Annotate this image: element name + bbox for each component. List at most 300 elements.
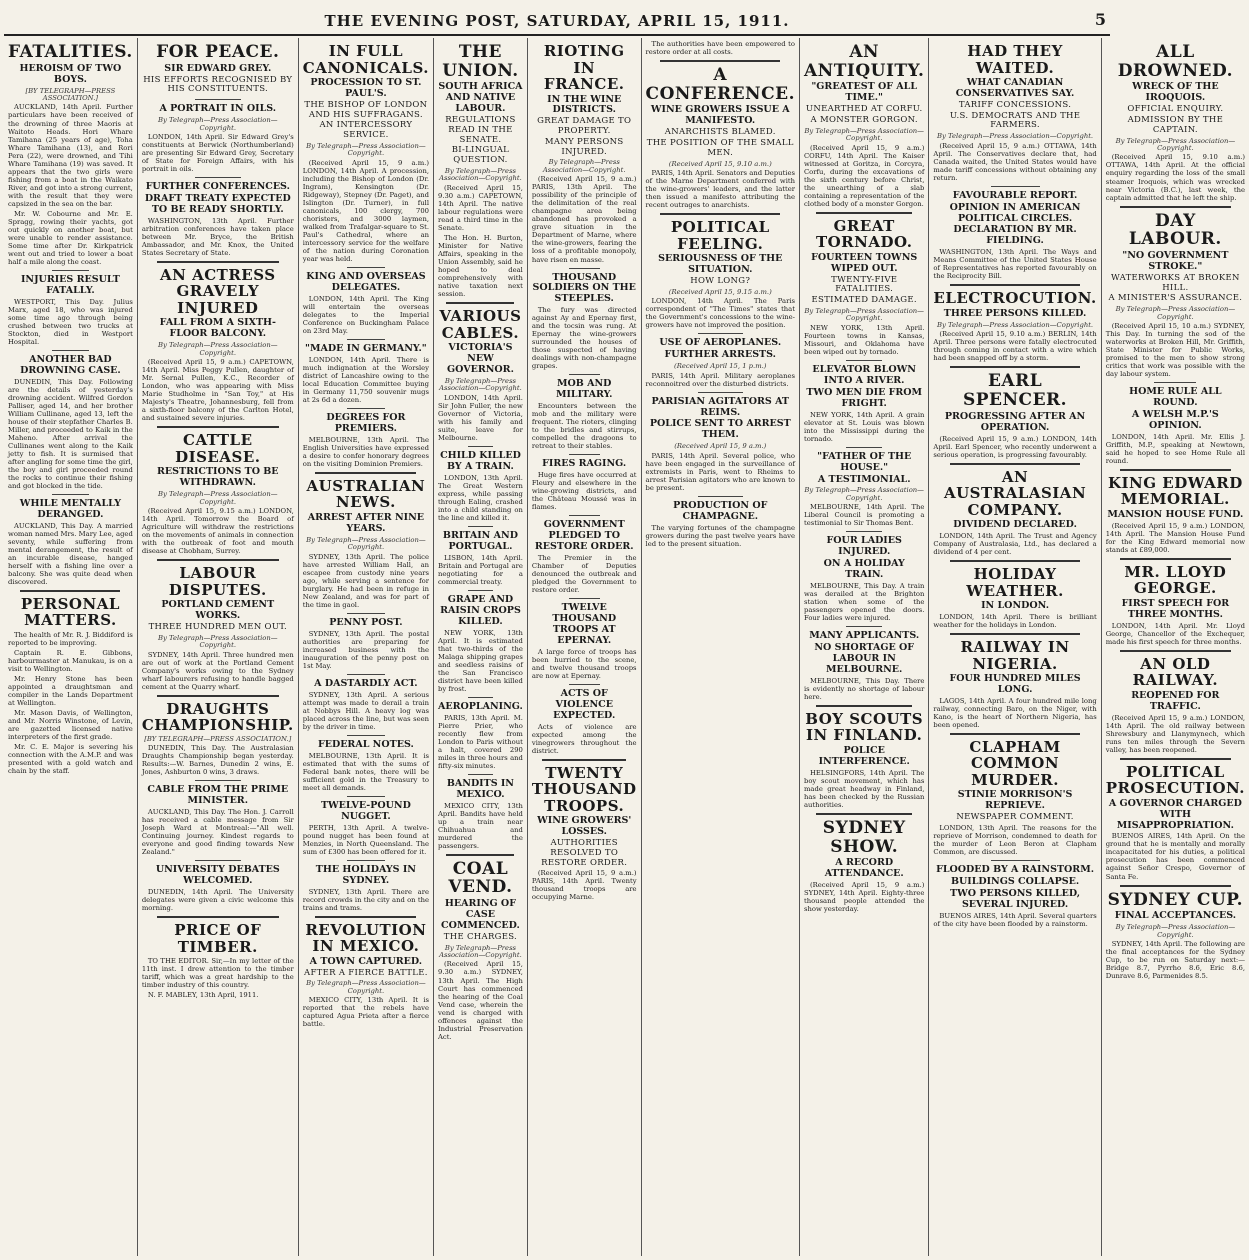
article-divider xyxy=(991,186,1040,187)
article-subheading: RESTRICTIONS TO BE WITHDRAWN. xyxy=(157,466,279,489)
article xyxy=(142,104,294,173)
article-paragraph: MELBOURNE, 13th April. The English Universities have expressed a desire to confer honorary degrees on the visiting Dominion Premiers. xyxy=(302,435,429,468)
article-headline: GREAT TORNADO. xyxy=(815,216,913,252)
article-subheading: VICTORIA'S NEW GOVERNOR. xyxy=(446,342,514,375)
article-divider xyxy=(1120,885,1231,887)
wire-credit: By Telegraph—Press Association—Copyright. xyxy=(158,116,278,132)
column-4 xyxy=(434,38,528,1256)
article-subheading: DIVIDEND DECLARED. xyxy=(953,519,1077,531)
column-8 xyxy=(929,38,1101,1256)
article-paragraph: Mr. Mason Davis, of Wellington, and Mr. Norris Winstone, of Levin, are gazetted licensed native interpreters of the first grade. xyxy=(8,708,133,741)
article-subheading: HEARING OF CASE COMMENCED. xyxy=(441,898,520,931)
article-paragraph: BUENOS AIRES, 14th April. On the ground that he is mentally and morally incapacitated for his duties, a political prosecution has been commenced against Señor Crespo, Governor of Santa Fe. xyxy=(1105,832,1246,881)
article-paragraph: (Received April 15, 9 a.m.) LONDON, 14th April. A procession, including the Bishop of London (Dr. Ingram), Kensington (Dr. Ridgeway), Stepney (Dr. Paget), and Islington (Dr. Turner), in full canonicals, 100 clergy, 700 choristers, and 3000 laymen, walked from Trafalgar-square to St. Paul's Cathedral, where an intercessory service for the welfare of the nation during Coronation year was held. xyxy=(302,158,429,264)
article xyxy=(532,273,637,371)
article-divider xyxy=(950,560,1081,562)
article xyxy=(532,603,637,680)
article-paragraph: TO THE EDITOR. Sir,—In my letter of the 11th inst. I drew attention to the timber tariff, which was a great hardship to the timber industry of this country. xyxy=(141,957,294,990)
article-divider xyxy=(468,446,493,447)
article-paragraph: (Received April 15, 9.15 a.m.) LONDON, 14th April. Tomorrow the Board of Agriculture will withdraw the restrictions on the movements of animals in connection with the outbreak of foot and mouth disease at Chobham, Surrey. xyxy=(141,507,294,556)
article-divider xyxy=(347,267,385,268)
article xyxy=(1106,475,1245,554)
article-headline: KING EDWARD MEMORIAL. xyxy=(1107,473,1243,509)
article-paragraph: Mr. W. Cobourne and Mr. E. Spragg, rowing their yachts, got out quickly on another boat, but were unable to render assistance. Some time after Dr. Kirkpatrick went out and tried to lower a boat half a mile along the coast. xyxy=(8,209,133,266)
article-headline: TWENTY THOUSAND TROOPS. xyxy=(531,763,637,815)
article-subheading: THE HOLIDAYS IN SYDNEY. xyxy=(315,863,416,886)
article-divider xyxy=(1154,382,1196,383)
article-paragraph: LAGOS, 14th April. A four hundred mile long railway, connecting Baro, on the Niger, with Kano, is the heart of Northern Nigeria, has been opened. xyxy=(933,696,1097,729)
article-paragraph: LISBON, 14th April. Britain and Portugal are negotiating for a commercial treaty. xyxy=(438,553,523,586)
article-headline: VARIOUS CABLES. xyxy=(439,307,522,342)
article-divider xyxy=(446,854,514,856)
article-divider xyxy=(468,526,493,527)
wire-credit: By Telegraph—Press Association—Copyright. xyxy=(804,486,924,502)
article-paragraph: (Received April 15, 9 a.m.) OTTAWA, 14th April. The Conservatives declare that, had Canada waited, the United States would have made tariff concessions without obtaining any return. xyxy=(933,141,1097,182)
article-divider xyxy=(347,796,385,797)
article-subheading: FIRES RAGING. xyxy=(542,458,627,470)
article-divider xyxy=(347,674,385,675)
article-subheading: REGULATIONS READ IN THE SENATE. xyxy=(445,115,516,145)
article-divider xyxy=(52,350,89,351)
article-subheading: FOUR LADIES INJURED. xyxy=(826,535,902,558)
article xyxy=(8,275,133,346)
article-paragraph: AUCKLAND, This Day. A married woman named Mrs. Mary Lee, aged seventy, while suffering from mental derangement, the result of an incurable disease, hanged herself with a fishing line over a balcony. She was quite dead when discovered. xyxy=(8,521,133,586)
article xyxy=(646,66,795,209)
article-subheading: AUTHORITIES RESOLVED TO RESTORE ORDER. xyxy=(541,838,628,868)
article-paragraph: PERTH, 13th April. A twelve-pound nugget has been found at Menzies, in North Queensland. The sum of £300 has been offered for it. xyxy=(302,823,429,856)
article xyxy=(532,520,637,594)
article xyxy=(303,413,429,468)
article xyxy=(804,819,924,913)
article-subheading: "NO GOVERNMENT STROKE." xyxy=(1122,249,1229,272)
article-subheading: FAVOURABLE REPORT. xyxy=(952,189,1078,201)
article-divider xyxy=(195,177,241,178)
article-divider xyxy=(846,626,882,627)
article-subheading: A MINISTER'S ASSURANCE. xyxy=(1108,293,1243,304)
article xyxy=(933,43,1096,182)
article-divider xyxy=(347,613,385,614)
article-paragraph: (Received April 15, 9 a.m.) LONDON, 14th April. The Mansion House Fund for the King Edward memorial now stands at £89,000. xyxy=(1105,521,1246,554)
article-subheading: OPINION IN AMERICAN POLITICAL CIRCLES. xyxy=(949,201,1081,224)
wire-credit: By Telegraph—Press Association—Copyright. xyxy=(439,376,522,393)
article xyxy=(142,865,294,912)
article-paragraph: SYDNEY, 13th April. A serious attempt was made to derail a train at Nobbys Hill. A heavy log was placed across the line, but was seen by the driver in time. xyxy=(302,690,429,731)
article-subheading: STINIE MORRISON'S REPRIEVE. xyxy=(957,789,1073,812)
article-paragraph: (Received April 15, 9 a.m.) CORFU, 14th April. The Kaiser witnessed at Goritza, in Corcyra, Corfu, during the excavations of the sixth century before Christ, the unearthing of a slab containing a representation of the clothed body of a monster Gorgon. xyxy=(803,143,925,208)
article-headline: DAY LABOUR. xyxy=(1128,210,1222,250)
article-divider xyxy=(195,860,241,861)
article-subheading: FIRST SPEECH FOR THREE MONTHS. xyxy=(1121,597,1230,620)
article-divider xyxy=(1120,650,1231,652)
article-paragraph: LONDON, 14th April. Mr. Lloyd George, Chancellor of the Exchequer, made his first speech for three months. xyxy=(1105,621,1246,646)
article-subheading: THE BISHOP OF LONDON AND HIS SUFFRAGANS. xyxy=(304,99,428,120)
article-paragraph: LONDON, 14th April. The Paris correspondent of "The Times" states that the Government's concessions to the wine-growers have not improved the position. xyxy=(645,297,795,330)
article-subheading: FEDERAL NOTES. xyxy=(317,738,414,750)
article-subheading: A TESTIMONIAL. xyxy=(817,473,911,485)
article-paragraph: SYDNEY, 14th April. The following are the final acceptances for the Sydney Cup, to be run on Saturday next:—Bridge 8.7, Pyrrho 8.6, Eric 8.6, Dunrave 8.6, Parmenides 8.5. xyxy=(1105,940,1246,981)
article-paragraph: MELBOURNE, This Day. A train was derailed at the Brighton station when some of the passengers opened the doors. Four ladies were injured. xyxy=(803,582,925,623)
article-divider xyxy=(20,590,120,592)
wire-credit: By Telegraph—Press Association—Copyright. xyxy=(439,943,522,959)
article-divider xyxy=(569,684,600,685)
article-subheading: IN LONDON. xyxy=(981,600,1050,612)
article xyxy=(303,865,429,912)
article-paragraph: The authorities have been empowered to restore order at all costs. xyxy=(645,40,795,57)
article-divider xyxy=(52,270,89,271)
article-subheading: TWELVE THOUSAND TROOPS AT EPERNAY. xyxy=(552,602,617,646)
article xyxy=(1106,764,1245,881)
article-headline: ALL DROWNED. xyxy=(1117,42,1234,81)
article xyxy=(142,785,294,856)
article xyxy=(142,701,294,777)
article xyxy=(8,355,133,490)
wire-credit: By Telegraph—Press Association—Copyright. xyxy=(306,535,426,552)
article xyxy=(933,372,1096,458)
article-paragraph: LONDON, 14th April. Sir John Fuller, the new Governor of Victoria, with his family and suite, leave for Melbourne. xyxy=(438,393,523,442)
article xyxy=(933,566,1096,629)
article-divider xyxy=(569,515,600,516)
article-paragraph: (Received April 15, 9.10 a.m.) OTTAWA, 14th April. At the official enquiry regarding the loss of the small steamer Iroquois, which was wrecked near Victoria (B.C.), last week, the captain admitted that he left the ship. xyxy=(1105,153,1246,202)
article-divider xyxy=(569,268,600,269)
article-paragraph: NEW YORK, 13th April. It is estimated that two-thirds of the Malaga shipping grapes and seedless raisins of the San Francisco district have been killed by frost. xyxy=(438,628,523,693)
article-divider xyxy=(347,860,385,861)
article-subheading: TARIFF CONCESSIONS. xyxy=(958,99,1072,110)
article-subheading: DEGREES FOR PREMIERS. xyxy=(326,411,406,434)
column-5 xyxy=(528,38,642,1256)
article-paragraph: MELBOURNE, 13th April. It is estimated that with the sums of Federal bank notes, there will be sufficient gold in the Treasury to meet all demands. xyxy=(302,751,429,792)
article xyxy=(303,478,429,609)
article-divider xyxy=(542,759,626,761)
article xyxy=(532,379,637,450)
article xyxy=(804,43,924,208)
article-subheading: NEWSPAPER COMMENT. xyxy=(956,812,1074,823)
column-3 xyxy=(299,38,434,1256)
article-subheading: TWO PERSONS KILLED, SEVERAL INJURED. xyxy=(950,887,1081,910)
article xyxy=(303,679,429,731)
article-paragraph: SYDNEY, 13th April. The postal authorities are preparing for increased business with the inauguration of the penny post on 1st May. xyxy=(302,629,429,670)
wire-credit: By Telegraph—Press Association—Copyright. xyxy=(158,490,278,506)
article-divider xyxy=(1120,469,1231,471)
article-divider xyxy=(446,302,514,304)
article-headline: AN ACTRESS GRAVELY INJURED xyxy=(160,265,276,317)
article-divider xyxy=(846,531,882,532)
article-paragraph: WESTPORT, This Day. Julius Marx, aged 18, who was injured some time ago through being crushed between two trucks at Stockton, died in Westport Hospital. xyxy=(8,297,133,346)
article-headline: SYDNEY SHOW. xyxy=(822,817,906,857)
article xyxy=(438,595,523,693)
article-subheading: PRODUCTION OF CHAMPAGNE. xyxy=(673,499,768,522)
article-subheading: MANSION HOUSE FUND. xyxy=(1107,508,1244,520)
article xyxy=(142,432,294,555)
article-headline: AN OLD RAILWAY. xyxy=(1132,654,1219,690)
article-paragraph: (Received April 15, 9 a.m.) SYDNEY, 14th April. Eighty-three thousand people attended the show yesterday. xyxy=(803,881,925,914)
column-1 xyxy=(4,38,138,1256)
article-paragraph: The Premier in the Chamber of Deputies denounced the outbreak and pledged the Government to restore order. xyxy=(531,554,637,595)
article-headline: REVOLUTION IN MEXICO. xyxy=(305,920,427,956)
article-paragraph: Mr. C. E. Major is severing his connection with the A.M.P. and was presented with a gold watch and chain by the staff. xyxy=(8,742,133,775)
article-subheading: FURTHER CONFERENCES. xyxy=(145,181,290,193)
column-7 xyxy=(800,38,929,1256)
article-subheading: KING AND OVERSEAS DELEGATES. xyxy=(306,271,426,293)
article-subheading: PROCESSION TO ST. PAUL'S. xyxy=(310,77,422,99)
article-paragraph: Huge fires have occurred at Fleury and elsewhere in the wine-growing districts, and the Château Moussé was in flames. xyxy=(531,471,637,512)
article xyxy=(1106,891,1245,981)
article-headline: IN FULL CANONICALS. xyxy=(302,42,429,77)
article-headline: ELECTROCUTION. xyxy=(933,289,1097,308)
article-subheading: A RECORD ATTENDANCE. xyxy=(824,857,904,880)
article-headline: AN ANTIQUITY. xyxy=(803,42,925,81)
article-headline: HOLIDAY WEATHER. xyxy=(966,565,1064,600)
article xyxy=(933,290,1096,362)
article-subheading: A PORTRAIT IN OILS. xyxy=(159,103,277,115)
article-subheading: PROGRESSING AFTER AN OPERATION. xyxy=(944,410,1086,433)
article-subheading: WHILE MENTALLY DERANGED. xyxy=(19,497,122,520)
article-subheading: POLICE SENT TO ARREST THEM. xyxy=(649,418,791,441)
article-divider xyxy=(315,472,416,474)
article-subheading: INJURIES RESULT FATALLY. xyxy=(20,273,120,296)
article-paragraph: WASHINGTON, 13th April. The Ways and Means Committee of the United States House of Representatives has reported favourably on the Reciprocity Bill. xyxy=(933,248,1097,281)
article-headline: PERSONAL MATTERS. xyxy=(20,594,120,630)
article-paragraph: PARIS, 14th April. Military aeroplanes reconnoitred over the disturbed districts. xyxy=(645,371,795,388)
article-paragraph: LONDON, 14th April. There is much indignation at the Worsley district of Lancashire owing to the local Education Committee buying in Germany 11,750 souvenir mugs at 2s 6d a dozen. xyxy=(302,355,429,404)
article-subheading: "MADE IN GERMANY." xyxy=(305,342,427,354)
article-headline: PRICE OF TIMBER. xyxy=(174,921,262,956)
article-subheading: FLOODED BY A RAINSTORM. xyxy=(936,864,1095,876)
wire-credit: (Received April 15, 1 p.m.) xyxy=(674,362,767,371)
article xyxy=(933,865,1096,928)
article-subheading: THREE HUNDRED MEN OUT. xyxy=(148,622,288,633)
article xyxy=(303,801,429,856)
article-divider xyxy=(1120,206,1231,208)
article-paragraph: LONDON, 14th April. There is brilliant weather for the holidays in London. xyxy=(933,612,1097,629)
article-divider xyxy=(195,780,241,781)
article-paragraph: AUCKLAND, This Day. The Hon. J. Carroll has received a cable message from Sir Joseph Ward at Montreal:—"All well. Continuing journey. Kindest regards to everyone and good finding towards New Zealand." xyxy=(141,808,294,857)
article-divider xyxy=(195,99,241,100)
article-divider xyxy=(468,697,493,698)
article xyxy=(8,43,133,266)
article-headline: RAILWAY IN NIGERIA. xyxy=(960,638,1070,673)
article-paragraph: SYDNEY, 13th April. The police have arrested William Hall, an escapee from custody nine years ago, while serving a sentence for burglary. He had been in refuge in New Zealand, and was for part of the time in gaol. xyxy=(302,552,429,609)
article-headline: CATTLE DISEASE. xyxy=(175,431,261,466)
article-headline: COAL VEND. xyxy=(448,858,513,898)
article-subheading: ELEVATOR BLOWN INTO A RIVER. xyxy=(812,363,916,386)
article xyxy=(142,43,294,95)
article-subheading: BANDITS IN MEXICO. xyxy=(446,777,514,800)
article-subheading: PENNY POST. xyxy=(329,616,403,628)
article-subheading: AFTER A FIERCE BATTLE. xyxy=(304,967,428,978)
article-divider xyxy=(816,705,912,707)
article-subheading: GRAPE AND RAISIN CROPS KILLED. xyxy=(440,593,521,627)
article-subheading: ACTS OF VIOLENCE EXPECTED. xyxy=(553,687,616,721)
wire-credit: By Telegraph—Press Association—Copyright. xyxy=(804,126,924,143)
article-headline: POLITICAL PROSECUTION. xyxy=(1105,762,1246,798)
article-subheading: FINAL ACCEPTANCES. xyxy=(1114,910,1237,922)
wire-credit: By Telegraph—Press Association—Copyright. xyxy=(937,132,1094,141)
article-subheading: PORTLAND CEMENT WORKS. xyxy=(161,599,275,622)
article-headline: A CONFERENCE. xyxy=(645,65,795,104)
article-subheading: UNEARTHED AT CORFU. xyxy=(805,104,923,115)
article-subheading: ON A HOLIDAY TRAIN. xyxy=(823,558,905,581)
article xyxy=(303,344,429,404)
wire-credit: (Received April 15, 9.10 a.m.) xyxy=(668,159,772,168)
article-paragraph: The varying fortunes of the champagne growers during the past twelve years have led to the present situation. xyxy=(645,523,795,548)
article xyxy=(532,689,637,755)
article-headline: AUSTRALIAN NEWS. xyxy=(306,476,426,512)
article-subheading: WATERWORKS AT BROKEN HILL. xyxy=(1111,272,1240,293)
wire-credit: By Telegraph—Press Association—Copyright. xyxy=(1115,923,1236,939)
article-subheading: MANY APPLICANTS. xyxy=(809,630,920,642)
article xyxy=(532,459,637,511)
article-headline: POLITICAL FEELING. xyxy=(670,218,770,253)
article-paragraph: N. F. MABLEY, 13th April, 1911. xyxy=(147,991,259,1000)
article-divider xyxy=(157,426,279,428)
article-subheading: THOUSAND SOLDIERS ON THE STEEPLES. xyxy=(532,271,636,305)
article xyxy=(142,922,294,999)
article-headline: AN AUSTRALASIAN COMPANY. xyxy=(943,467,1087,519)
article-subheading: TWO MEN DIE FROM FRIGHT. xyxy=(806,386,923,409)
article-divider xyxy=(468,774,493,775)
wire-credit: By Telegraph—Press Association—Copyright. xyxy=(158,633,278,650)
article xyxy=(438,451,523,522)
wire-credit: By Telegraph—Press Association—Copyright. xyxy=(158,341,278,357)
article xyxy=(804,631,924,701)
article-subheading: MANY PERSONS INJURED. xyxy=(544,136,624,157)
article-headline: MR. LLOYD GEORGE. xyxy=(1124,562,1227,598)
article-headline: SYDNEY CUP. xyxy=(1107,889,1244,910)
article-subheading: A GOVERNOR CHARGED WITH MISAPPROPRIATION. xyxy=(1108,797,1242,831)
article-divider xyxy=(698,496,743,497)
article xyxy=(438,308,523,442)
article-paragraph: LONDON, 14th April. Mr. Ellis J. Griffith, M.P., speaking at Newtown, said he hoped to see Home Rule all round. xyxy=(1105,432,1246,465)
article-headline: LABOUR DISPUTES. xyxy=(168,564,267,599)
article-subheading: WINE GROWERS' LOSSES. xyxy=(537,815,632,838)
article xyxy=(804,452,924,528)
column-2 xyxy=(138,38,299,1256)
article-subheading: WHAT CANADIAN CONSERVATIVES SAY. xyxy=(955,77,1075,99)
article-divider xyxy=(1120,758,1231,760)
article-subheading: IN THE WINE DISTRICTS. xyxy=(547,93,622,116)
article-paragraph: (Received April 15, 9 a.m.) LONDON, 14th April. The old railway between Shrewsbury and Llanymynech, which runs ten miles through the Severn valley, has been reopened. xyxy=(1105,713,1246,754)
article-subheading: TWENTY-FIVE FATALITIES. xyxy=(831,274,898,295)
article-subheading: ARREST AFTER NINE YEARS. xyxy=(307,511,425,534)
article-divider xyxy=(846,447,882,448)
article xyxy=(646,40,795,56)
article xyxy=(1106,656,1245,754)
article-divider xyxy=(698,392,743,393)
article-subheading: NO SHORTAGE OF LABOUR IN MELBOURNE. xyxy=(814,642,915,675)
article-subheading: A WELSH M.P.'S OPINION. xyxy=(1131,408,1219,431)
article-subheading: SERIOUSNESS OF THE SITUATION. xyxy=(658,253,783,276)
article-subheading: HEROISM OF TWO BOYS. xyxy=(19,62,122,85)
article-headline: CLAPHAM COMMON MURDER. xyxy=(969,737,1061,789)
article xyxy=(303,740,429,792)
article-headline: EARL SPENCER. xyxy=(963,371,1068,410)
article-subheading: DRAFT TREATY EXPECTED TO BE READY SHORTLY. xyxy=(144,193,291,215)
article xyxy=(438,779,523,850)
article-paragraph: (Received April 15, 9.10 a.m.) BERLIN, 14th April. Three persons were fatally electrocuted through coming in contact with a wire which had been snapped off by a storm. xyxy=(933,330,1097,363)
column-6 xyxy=(642,38,800,1256)
article-subheading: WINE GROWERS ISSUE A MANIFESTO. xyxy=(650,104,790,127)
article xyxy=(1106,212,1245,379)
article-divider xyxy=(950,463,1081,465)
article-subheading: AEROPLANING. xyxy=(438,700,523,712)
article-divider xyxy=(991,860,1040,861)
page-number: 5 xyxy=(1094,10,1106,29)
article xyxy=(438,860,523,1041)
wire-credit: (Received April 15, 9.15 a.m.) xyxy=(668,287,772,296)
article xyxy=(303,922,429,1029)
article-subheading: U.S. DEMOCRATS AND THE FARMERS. xyxy=(949,110,1081,131)
article-divider xyxy=(660,213,780,215)
article-subheading: FALL FROM A SIXTH-FLOOR BALCONY. xyxy=(159,317,276,340)
article-paragraph: WASHINGTON, 13th April. Further arbitration conferences have taken place between Mr. Bryce, the British Ambassador, and Mr. Knox, the United States Secretary of State. xyxy=(141,216,294,257)
article-paragraph: Mr. Henry Stone has been appointed a draughtsman and compiler in the Lands Department at Wellington. xyxy=(8,674,133,707)
article-paragraph: NEW YORK, 14th April. A grain elevator at St. Louis was blown into the Mississippi during the tornado. xyxy=(803,410,925,443)
article xyxy=(804,218,924,356)
article xyxy=(8,499,133,586)
article-paragraph: (Received April 15, 9 a.m.) CAPETOWN, 14th April. Miss Peggy Pullen, daughter of Mr. Sernal Pullen, K.C., Recorder of London, who was appearing with Miss Marie Studholme in "San Toy," at His Majesty's Theatre, Johannesburg, fell from a sixth-floor balcony of the Carlton Hotel, and sustained severe injuries. xyxy=(141,358,294,423)
article-paragraph: SYDNEY, 14th April. Three hundred men are out of work at the Portland Cement Company's works owing to the Sydney wharf labourers refusing to handle bagged cement at the Quarry wharf. xyxy=(141,650,294,691)
article-divider xyxy=(52,494,89,495)
article-subheading: GOVERNMENT PLEDGED TO RESTORE ORDER. xyxy=(534,519,634,553)
wire-credit: By Telegraph—Press Association—Copyright. xyxy=(1115,305,1236,321)
article-divider xyxy=(157,261,279,263)
article-paragraph: LONDON, 13th April. The Great Western express, while passing through Ealing, crashed into a child standing on the line and killed it. xyxy=(438,473,523,522)
article-divider xyxy=(950,366,1081,368)
article-paragraph: PARIS, 13th April. M. Pierre Prier, who recently flew from London to Paris without a halt, covered 290 miles in three hours and fifty-six minutes. xyxy=(438,713,523,770)
article-subheading: A DASTARDLY ACT. xyxy=(314,677,418,689)
article-headline: DRAUGHTS CHAMPIONSHIP. xyxy=(141,699,294,735)
wire-credit: By Telegraph—Press Association—Copyright. xyxy=(306,979,426,995)
article-paragraph: (Received April 15, 9.30 a.m.) CAPETOWN, 14th April. The native labour regulations were read a third time in the Senate. xyxy=(438,183,523,232)
article-subheading: THE CHARGES. xyxy=(443,931,518,942)
article-paragraph: (Received April 15, 9 a.m.) PARIS, 14th April. Twenty thousand troops are occupying Marne. xyxy=(531,869,637,902)
article-paragraph: DUNEDIN, 14th April. The University delegates were given a civic welcome this morning. xyxy=(141,888,294,913)
wire-credit: By Telegraph—Press Association—Copyright. xyxy=(804,306,924,323)
article xyxy=(1106,564,1245,646)
article-divider xyxy=(347,339,385,340)
article-divider xyxy=(950,284,1081,286)
article-paragraph: MELBOURNE, 14th April. The Liberal Council is promoting a testimonial to Sir Thomas Bent. xyxy=(803,503,925,528)
article-subheading: A MONSTER GORGON. xyxy=(810,114,918,125)
article-paragraph: Acts of violence are expected among the vinegrowers throughout the district. xyxy=(531,722,637,755)
newspaper-columns xyxy=(4,38,1246,1256)
article-headline: BOY SCOUTS IN FINLAND. xyxy=(805,709,924,745)
article-divider xyxy=(950,733,1081,735)
article-subheading: TWELVE-POUND NUGGET. xyxy=(320,799,411,822)
article xyxy=(142,267,294,422)
article-paragraph: PARIS, 14th April. Several police, who have been engaged in the surveillance of extremists in Paris, went to Rheims to arrest Parisian agitators who are known to be present. xyxy=(645,451,795,492)
article-paragraph: SYDNEY, 13th April. There are record crowds in the city and on the trains and trams. xyxy=(302,887,429,912)
article-subheading: "GREATEST OF ALL TIME." xyxy=(811,81,918,104)
article-divider xyxy=(950,633,1081,635)
article xyxy=(933,639,1096,729)
article-subheading: THE POSITION OF THE SMALL MEN. xyxy=(646,138,794,158)
article-paragraph: PARIS, 14th April. Senators and Deputies of the Marne Department conferred with the wine-growers' leaders, and the latter then issued a manifesto attributing the recent outrages to anarchists. xyxy=(645,169,795,210)
article-headline: FATALITIES. xyxy=(8,42,133,62)
article xyxy=(646,397,795,492)
article xyxy=(8,596,133,775)
wire-credit: By Telegraph—Press Association—Copyright. xyxy=(439,166,522,183)
article xyxy=(804,536,924,622)
article-subheading: BUILDINGS COLLAPSE. xyxy=(950,876,1080,887)
article-subheading: AN INTERCESSORY SERVICE. xyxy=(319,120,413,141)
article-paragraph: The fury was directed against Ay and Epernay first, and the tocsin was rung. At Epernay the wine-growers surrounded the houses of those suspected of having dealings with non-champagne grapes. xyxy=(531,306,637,371)
wire-credit: By Telegraph—Press Association—Copyright. xyxy=(937,320,1094,329)
article-subheading: FOURTEEN TOWNS WIPED OUT. xyxy=(811,251,918,274)
article xyxy=(303,43,429,263)
article-divider xyxy=(157,695,279,697)
article-subheading: ADMISSION BY THE CAPTAIN. xyxy=(1127,114,1224,135)
